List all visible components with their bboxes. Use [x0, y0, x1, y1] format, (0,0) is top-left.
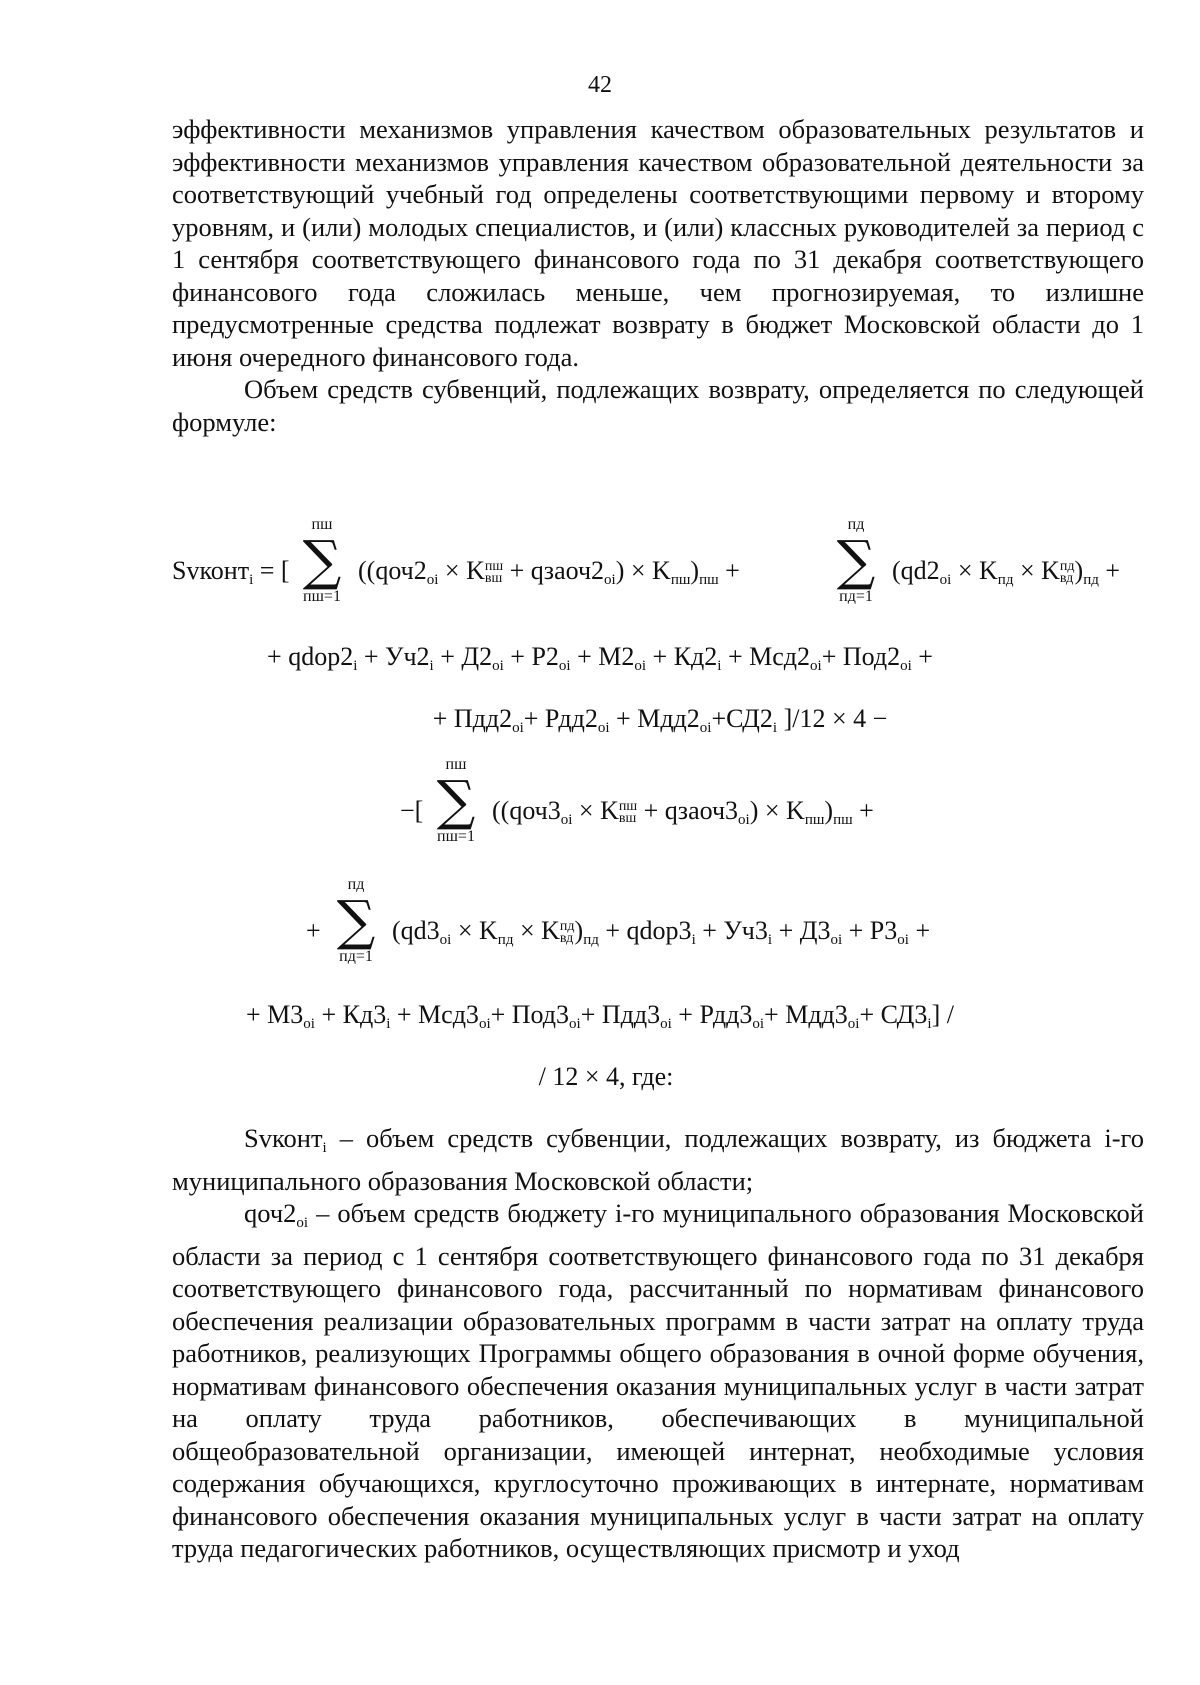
sigma-symbol: ∑ — [302, 529, 342, 592]
sum-bottom-label: пш=1 — [303, 588, 341, 605]
sigma-symbol: ∑ — [336, 889, 376, 952]
intro-text-block — [172, 113, 1144, 438]
formula-line7: / 12 × 4, где: — [538, 1062, 674, 1091]
formula-line1-b: ($qd2_{oi} \times K_{пд} \times K$ пд вд )$_{пд}$ + — [892, 556, 1121, 588]
formula-lhs: Svконт$_i$ = [ — [172, 556, 290, 588]
sum-top-label: пш — [311, 516, 333, 533]
definitions-block — [172, 1122, 1144, 1565]
sigma-symbol: ∑ — [836, 529, 876, 592]
definition-svkont: Svконт$_i$ – объем средств субвенции, подлежащих возврату, из бюджета i-го муниципального образования Московской области; — [172, 1123, 1144, 1196]
sum-pд-1 — [826, 516, 886, 606]
sum-bottom-label: пд=1 — [339, 948, 373, 965]
formula-line2: + $qdop2_i + Уч2_i + Д2_{oi} + Р2_{oi} + М2_{oi} + Кд2_i + Мсд2_{oi}+ Под2_{oi}$ + — [267, 642, 933, 674]
intro-paragraph: эффективности механизмов управления качеством образовательных результатов и эффективности механизмов управления качеством образовательной деятельности за соответствующий учебный год определены соответствующими первому и второму уровням, и (или) молодых специалистов, и (или) классных руководителей за период с 1 сентября соответствующего финансового года по 31 декабря соответствующего финансового года сложилась меньше, чем прогнозируемая, то излишне предусмотренные средства подлежат возврату в бюджет Московской области до 1 июня очередного финансового года. — [172, 114, 1144, 372]
formula-line5-prefix: + — [306, 916, 321, 945]
definition-qoch2: $qоч2_{oi}$ – объем средств бюджету i-го муниципального образования Московской области за период с 1 сентября соответствующего финансового года по 31 декабря соответствующего финансового года, рассчитанный по нормативам финансового обеспечения реализации образовательных программ в части затрат на оплату труда работников, реализующих Программы общего образования в очной форме обучения, нормативам финансового обеспечения оказания муниципальных услуг в части затрат на оплату труда работников, обеспечивающих в муниципальной общеобразовательной организации, имеющей интернат, необходимые условия содержания обучающихся, круглосуточно проживающих в интернате, нормативам финансового обеспечения оказания муниципальных услуг в части затрат на оплату труда педагогических работников, осуществляющих присмотр и уход — [172, 1198, 1144, 1563]
formula-line1-a: (($qоч2_{oi} \times K$ пш вш + $qзаоч2_{oi}) \times K_{пш})_{пш}$ + — [358, 556, 740, 588]
sum-bottom-label: пш=1 — [437, 828, 475, 845]
sum-top-label: пш — [445, 756, 467, 773]
sum-bottom-label: пд=1 — [839, 588, 873, 605]
formula-line5: ($qd3_{oi} \times K_{пд} \times K$ пд вд )$_{пд}$ + $qdop3_i + Уч3_i + Д3_{oi} + Р3_{oi}$ + — [392, 916, 931, 948]
page-number: 42 — [588, 72, 612, 98]
sum-pш-1 — [292, 516, 352, 606]
formula-line3: + $Пдд2_{oi}+ Рдд2_{oi} + Мдд2_{oi}+СД2_i$ ]/12 × 4 − — [432, 704, 888, 736]
sum-pд-2 — [326, 876, 386, 966]
sigma-symbol: ∑ — [436, 769, 476, 832]
formula-line4-prefix: −[ — [400, 796, 424, 825]
sum-top-label: пд — [347, 876, 365, 893]
formula-line6: + $М3_{oi} + Кд3_i + Мсд3_{oi}+ Под3_{oi}+ Пдд3_{oi} + Рдд3_{oi}+ Мдд3_{oi}+ СД3_i$] / — [246, 1000, 954, 1032]
sum-pш-2 — [426, 756, 486, 846]
sum-top-label: пд — [847, 516, 865, 533]
formula-line4: (($qоч3_{oi} \times K$ пш вш + $qзаоч3_{oi}) \times K_{пш})_{пш}$ + — [492, 796, 874, 828]
formula-intro-paragraph: Объем средств субвенций, подлежащих возврату, определяется по следующей формуле: — [172, 374, 1144, 437]
